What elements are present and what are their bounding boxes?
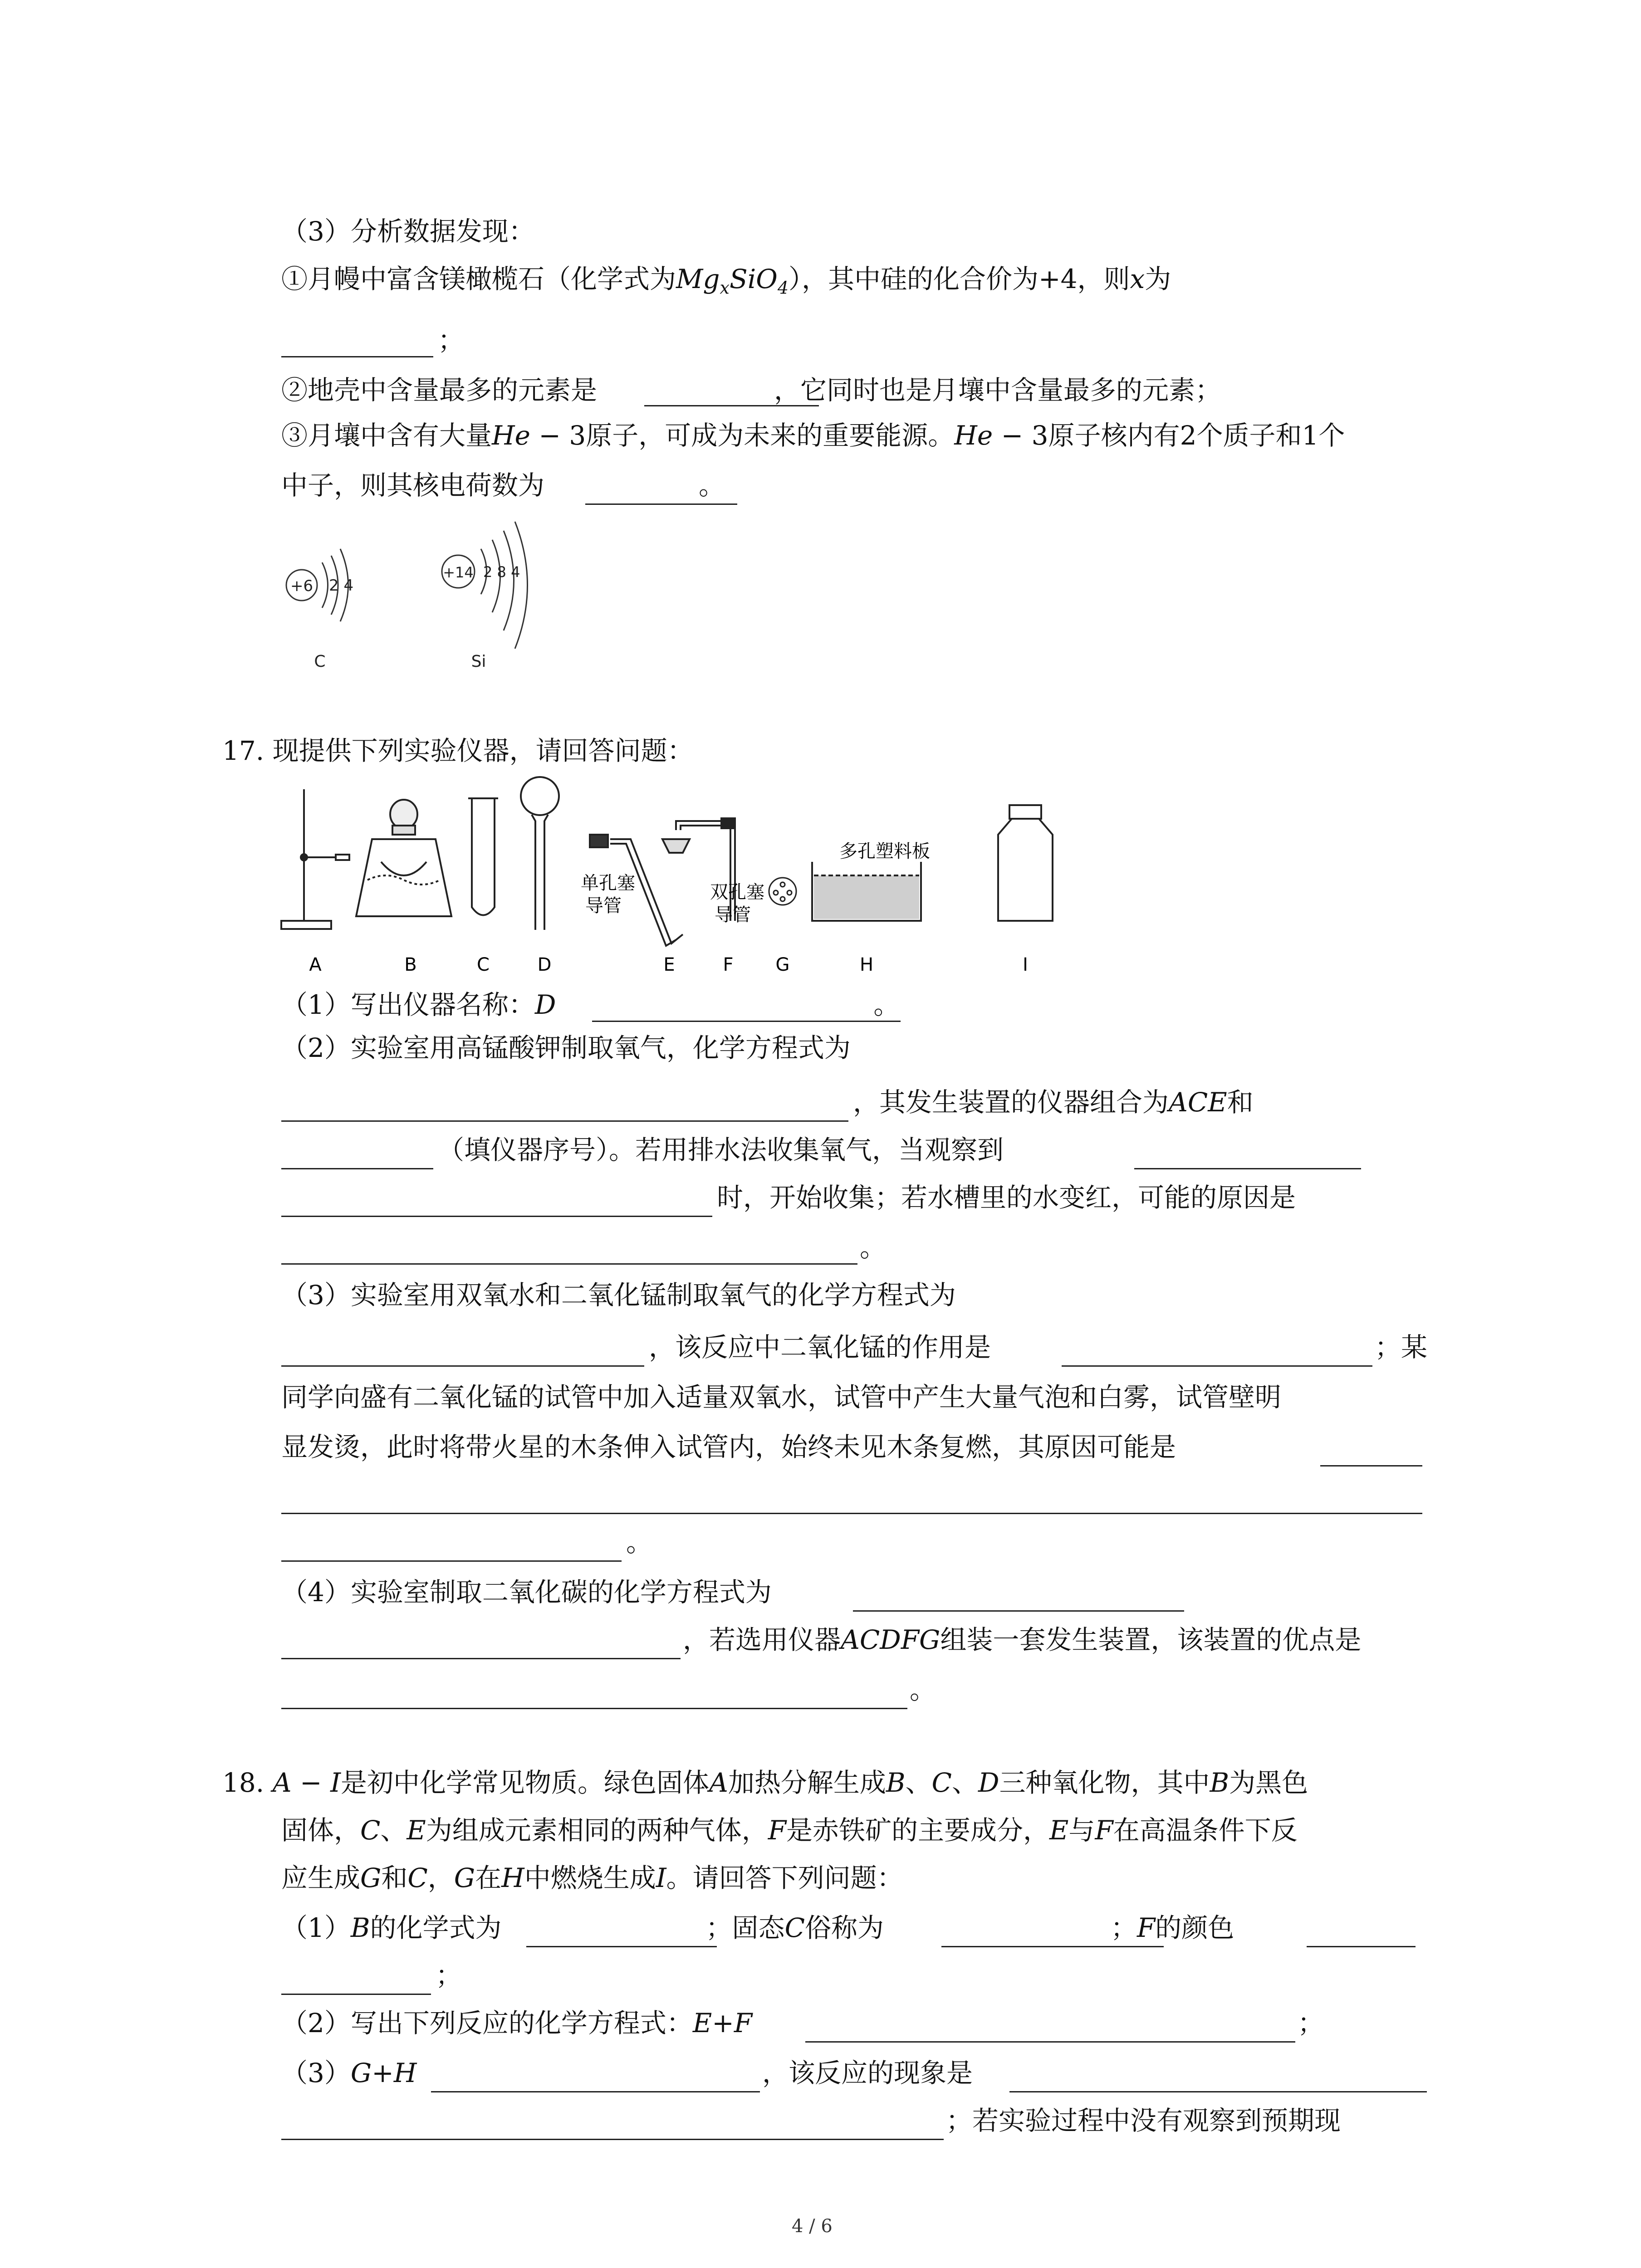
- q18-p1: （1）B的化学式为 ；固态C俗称为 ；F的颜色: [281, 1912, 1234, 1943]
- svg-text:2 4: 2 4: [329, 577, 354, 595]
- app-label-g: G: [775, 954, 790, 975]
- formula-mgxsio4: $Mg_xSiO_4$: [676, 264, 789, 298]
- answer-blank-f-color-2[interactable]: [281, 1994, 431, 1995]
- app-label-c: C: [477, 954, 490, 975]
- silicon-atom-diagram: [442, 522, 528, 671]
- q16-item3-line2: 中子，则其核电荷数为 。: [281, 470, 725, 501]
- answer-blank-b-formula[interactable]: [526, 1946, 717, 1947]
- q17-p3-e: 显发烫，此时将带火星的木条伸入试管内，始终未见木条复燃，其原因可能是: [281, 1432, 1176, 1462]
- answer-blank-element[interactable]: [644, 405, 819, 406]
- lab-apparatus-figure: [272, 771, 1089, 984]
- f-caption-1: 双孔塞: [710, 882, 764, 903]
- app-label-b: B: [404, 954, 417, 975]
- alcohol-lamp-b: [356, 800, 451, 916]
- q17-title: 17. 现提供下列实验仪器，请回答问题：: [222, 735, 694, 766]
- q17-p3-b: ，该反应中二氧化锰的作用是: [649, 1332, 991, 1363]
- q17-p4-b: ，若选用仪器ACDFG组装一套发生装置，该装置的优点是: [683, 1624, 1362, 1655]
- app-label-d: D: [537, 954, 552, 975]
- answer-blank-phenomenon-2[interactable]: [281, 2139, 944, 2140]
- q17-p3-d: 同学向盛有二氧化锰的试管中加入适量双氧水，试管中产生大量气泡和白雾，试管壁明: [281, 1382, 1282, 1413]
- q18-line2: 固体，C、E为组成元素相同的两种气体，F是赤铁矿的主要成分，E与F在高温条件下反: [281, 1815, 1298, 1846]
- q18-line3: 应生成G和C，G在H中燃烧生成I。请回答下列问题：: [281, 1862, 903, 1893]
- q16-item1-end: ；: [438, 325, 465, 356]
- q17-p4-end: 。: [910, 1674, 936, 1705]
- water-trough-h: [812, 862, 921, 921]
- q16-item3: ③月壤中含有大量He − 3原子，可成为未来的重要能源。He − 3原子核内有2个质子和1个: [281, 420, 1345, 451]
- answer-blank-co2-equation-2[interactable]: [281, 1658, 681, 1659]
- svg-text:+6: +6: [290, 577, 314, 595]
- answer-blank-apparatus[interactable]: [281, 1168, 433, 1169]
- q17-p1: （1）写出仪器名称：D 。: [281, 989, 900, 1020]
- f-caption-2: 导管: [715, 904, 751, 925]
- answer-blank-observe-2[interactable]: [281, 1216, 712, 1217]
- answer-blank-co2-equation[interactable]: [853, 1610, 1184, 1612]
- answer-blank-phenomenon[interactable]: [1009, 2091, 1427, 2092]
- answer-blank-observe[interactable]: [1134, 1168, 1361, 1169]
- svg-text:Si: Si: [471, 652, 486, 671]
- answer-blank-h2o2-equation[interactable]: [281, 1365, 644, 1367]
- porous-plastic-plate-g: [769, 878, 796, 905]
- answer-blank-reason-3[interactable]: [281, 1560, 622, 1562]
- svg-text:C: C: [314, 652, 326, 671]
- q17-p3-end: 。: [626, 1527, 653, 1558]
- atom-diagrams: [277, 513, 594, 680]
- q16-part3-title: （3）分析数据发现：: [281, 216, 535, 247]
- app-label-i: I: [1023, 954, 1028, 975]
- svg-text:2 8 4: 2 8 4: [483, 563, 520, 581]
- app-label-e: E: [663, 954, 675, 975]
- q17-p2-d: （填仪器序号）。若用排水法收集氧气，当观察到: [438, 1134, 1004, 1165]
- q18-p3: （3）G+H: [281, 2058, 417, 2088]
- answer-blank-red-water[interactable]: [281, 1263, 857, 1265]
- long-neck-funnel-d: [521, 777, 559, 930]
- q17-p4: （4）实验室制取二氧化碳的化学方程式为: [281, 1577, 772, 1608]
- carbon-atom-diagram: [286, 549, 353, 671]
- text: ①月幔中富含镁橄榄石（化学式为: [281, 264, 676, 294]
- answer-blank-d-name[interactable]: [592, 1021, 901, 1022]
- e-caption-1: 单孔塞: [581, 873, 635, 894]
- page-number: 4 / 6: [792, 2216, 833, 2237]
- answer-blank-kmno4-equation[interactable]: [281, 1120, 848, 1122]
- answer-blank-advantage[interactable]: [281, 1708, 907, 1709]
- test-tube-c: [468, 798, 498, 915]
- app-label-a: A: [309, 954, 322, 975]
- q17-p2-end: 。: [860, 1232, 887, 1263]
- e-caption-2: 导管: [585, 895, 622, 916]
- q17-p2: （2）实验室用高锰酸钾制取氧气，化学方程式为: [281, 1032, 851, 1063]
- q18-p3-c: ；若实验过程中没有观察到预期现: [946, 2105, 1341, 2136]
- q17-p2-b: ，其发生装置的仪器组合为ACE和: [853, 1087, 1254, 1118]
- answer-blank-ef-equation[interactable]: [805, 2041, 1295, 2043]
- g-caption: 多孔塑料板: [839, 841, 930, 862]
- answer-blank-mno2-role[interactable]: [1062, 1365, 1372, 1367]
- app-label-f: F: [723, 954, 734, 975]
- q17-p3-c: ；某: [1375, 1332, 1428, 1363]
- iron-stand-a: [281, 789, 349, 929]
- app-label-h: H: [859, 954, 874, 975]
- gas-collecting-bottle-i: [998, 805, 1053, 921]
- q18-p1-end: ；: [436, 1960, 462, 1991]
- answer-blank-f-color[interactable]: [1307, 1946, 1416, 1947]
- q18-p2: （2）写出下列反应的化学方程式：E+F: [281, 2008, 753, 2038]
- answer-blank-solid-c-name[interactable]: [941, 1946, 1164, 1947]
- q18-p2-end: ；: [1298, 2008, 1324, 2038]
- q16-item2: ②地壳中含量最多的元素是 ，它同时也是月壤中含量最多的元素；: [281, 375, 1222, 406]
- q18-line1: 18. A − I是初中化学常见物质。绿色固体A加热分解生成B、C、D三种氧化物，其中B为黑色: [222, 1767, 1308, 1798]
- answer-blank-gh-equation[interactable]: [431, 2091, 760, 2092]
- q16-item1: ①月幔中富含镁橄榄石（化学式为$Mg_xSiO_4$），其中硅的化合价为+4，则x为: [281, 264, 1171, 298]
- q18-p3-b: ，该反应的现象是: [762, 2058, 973, 2088]
- q17-p3: （3）实验室用双氧水和二氧化锰制取氧气的化学方程式为: [281, 1280, 956, 1310]
- svg-text:+14: +14: [443, 564, 474, 581]
- q17-p2-e: 时，开始收集；若水槽里的水变红，可能的原因是: [717, 1182, 1296, 1213]
- answer-blank-reason-2[interactable]: [281, 1513, 1422, 1514]
- answer-blank-x[interactable]: [281, 356, 433, 357]
- answer-blank-reason-1[interactable]: [1320, 1465, 1422, 1466]
- answer-blank-charge[interactable]: [585, 503, 737, 505]
